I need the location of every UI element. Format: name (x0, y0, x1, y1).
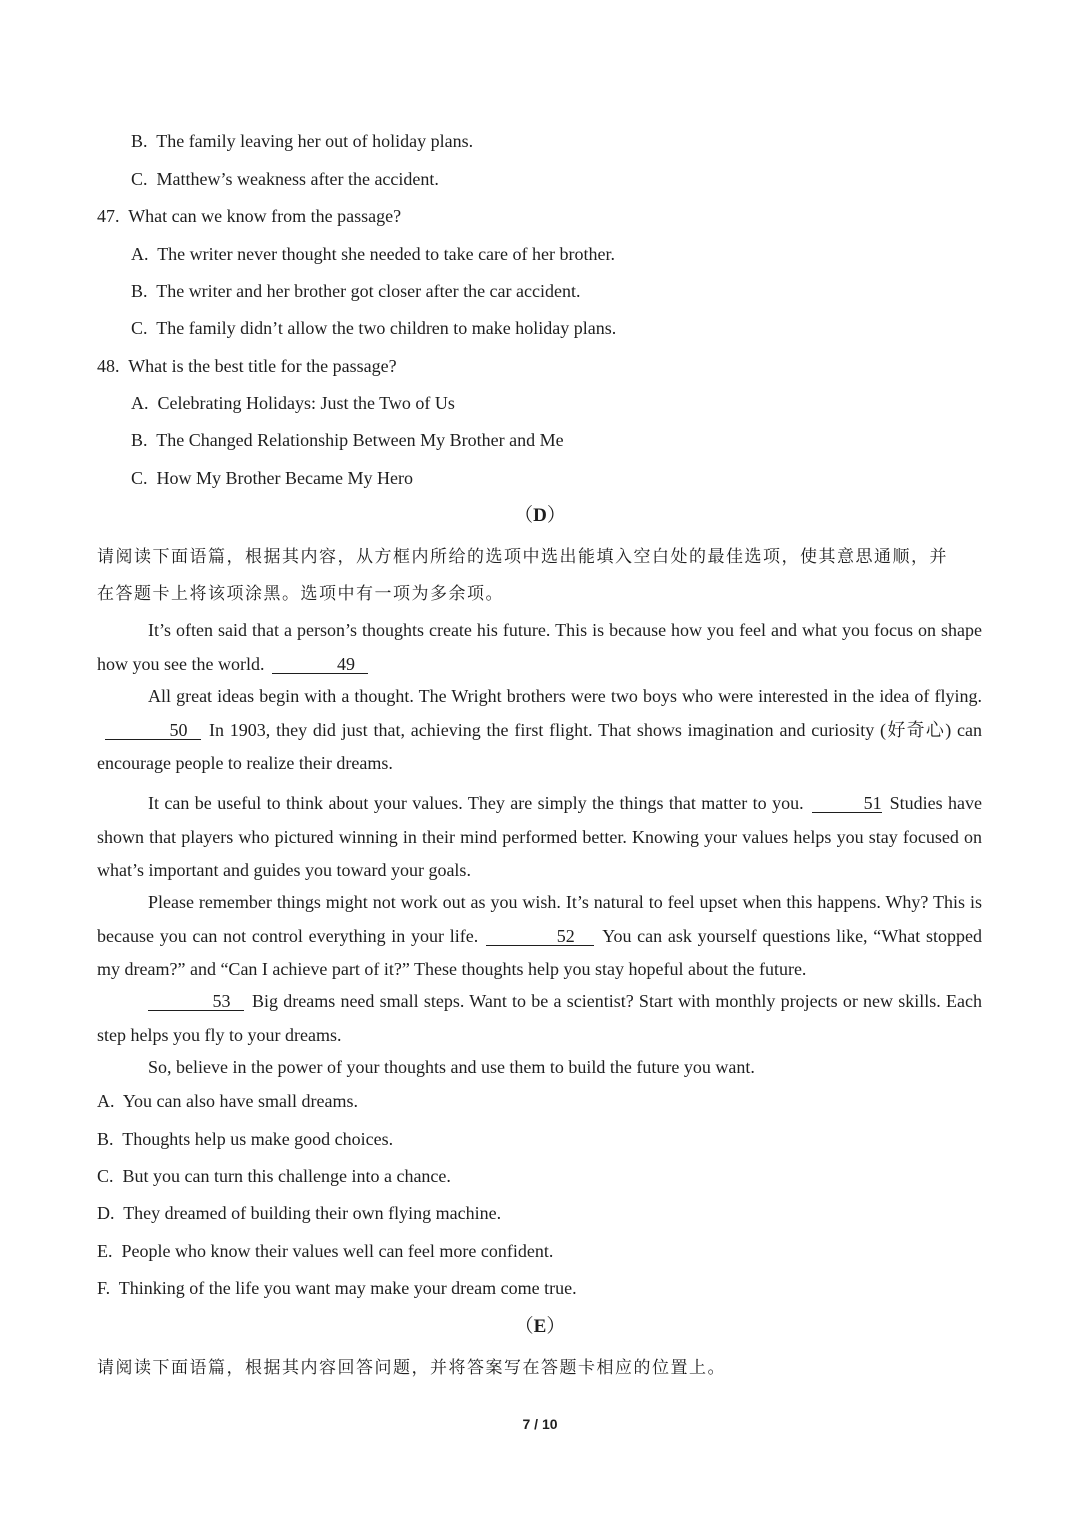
choice-f (97, 1276, 577, 1300)
choice-text: They dreamed of building their own flying machine. (123, 1203, 502, 1223)
question-number: 47. (97, 206, 120, 226)
option-label: A. (131, 244, 149, 264)
choice-label: E. (97, 1241, 113, 1261)
option-label: B. (131, 131, 148, 151)
blank-50: 50 (105, 721, 201, 740)
passage-paragraph-6: So, believe in the power of your thoughts and use them to build the future you want. (148, 1057, 755, 1077)
blank-51: 51 (812, 794, 882, 813)
section-letter: E (533, 1316, 547, 1337)
choice-c (97, 1164, 451, 1188)
question-text: What can we know from the passage? (128, 206, 402, 226)
q48-option-a (131, 391, 455, 415)
section-e-heading (0, 1315, 1080, 1339)
section-d-instruction-line1: 请阅读下面语篇，根据其内容，从方框内所给的选项中选出能填入空白处的最佳选项，使其意思通顺，并 (97, 547, 948, 567)
paragraph-text: You can ask yourself questions like, “What stopped my dream?” and “Can I achieve part of it?” These thoughts help you stay hopeful about the future. (97, 925, 982, 979)
paragraph-text: All great ideas begin with a thought. The Wright brothers were two boys who were interested in the idea of flying. (148, 686, 982, 706)
q47-stem (97, 204, 401, 228)
paragraph-text: It’s often said that a person’s thoughts create his future. This is because how you feel and what you focus on shape how you see the world. (97, 620, 982, 674)
question-number: 48. (97, 356, 120, 376)
choice-label: A. (97, 1091, 115, 1111)
q48-stem (97, 354, 397, 378)
paragraph-text: Studies have shown that players who pictured winning in their mind performed better. Knowing your values helps you stay focused on what’s important and guides you toward your goals. (97, 793, 982, 880)
option-label: C. (131, 468, 148, 488)
blank-53: 53 (148, 992, 244, 1011)
q46-option-c (131, 167, 439, 191)
paren-open: （ (514, 1316, 534, 1337)
choice-text: Thinking of the life you want may make your dream come true. (118, 1278, 577, 1298)
question-text: What is the best title for the passage? (128, 356, 397, 376)
q48-option-c (131, 466, 413, 490)
section-letter: D (533, 505, 547, 526)
option-label: C. (131, 318, 148, 338)
paren-close: ） (546, 505, 566, 526)
choice-e (97, 1239, 553, 1263)
paragraph-text: In 1903, they did just that, achieving the first flight. That shows imagination and curiosity (好奇心) can encourage people to realize their dreams. (97, 719, 982, 773)
choice-text: Thoughts help us make good choices. (122, 1129, 394, 1149)
paragraph-text: Please remember things might not work out as you wish. It’s natural to feel upset when this happens. Why? This is because you can not control everything in your life. (97, 892, 982, 946)
passage-paragraph-4 (97, 886, 982, 987)
choice-a (97, 1089, 358, 1113)
passage-paragraph-3 (97, 787, 982, 888)
blank-52: 52 (486, 927, 594, 946)
option-label: A. (131, 393, 149, 413)
choice-text: People who know their values well can feel more confident. (121, 1241, 554, 1261)
option-label: C. (131, 169, 148, 189)
choice-label: C. (97, 1166, 114, 1186)
section-e-instruction: 请阅读下面语篇，根据其内容回答问题，并将答案写在答题卡相应的位置上。 (97, 1358, 726, 1378)
option-text: The writer never thought she needed to take care of her brother. (157, 244, 615, 264)
page-number: 7 / 10 (522, 1416, 558, 1432)
choice-b (97, 1127, 393, 1151)
option-text: How My Brother Became My Hero (156, 468, 413, 488)
section-d-heading (0, 504, 1080, 528)
choice-d (97, 1201, 501, 1225)
passage-paragraph-1 (97, 614, 982, 681)
paren-close: ） (546, 1316, 566, 1337)
q47-option-c (131, 316, 616, 340)
section-d-instruction-line2: 在答题卡上将该项涂黑。选项中有一项为多余项。 (97, 584, 504, 604)
passage-paragraph-2 (97, 680, 982, 781)
paragraph-text: It can be useful to think about your values. They are simply the things that matter to you. (148, 793, 804, 813)
blank-49: 49 (272, 655, 368, 674)
option-text: The family didn’t allow the two children to make holiday plans. (156, 318, 617, 338)
option-text: Matthew’s weakness after the accident. (156, 169, 439, 189)
passage-paragraph-5 (97, 985, 982, 1052)
q48-option-b (131, 428, 564, 452)
q46-option-b (131, 129, 473, 153)
choice-label: F. (97, 1278, 111, 1298)
option-text: The Changed Relationship Between My Brother and Me (156, 430, 564, 450)
option-label: B. (131, 281, 148, 301)
paren-open: （ (514, 505, 534, 526)
option-text: The family leaving her out of holiday plans. (156, 131, 474, 151)
choice-text: You can also have small dreams. (122, 1091, 358, 1111)
choice-text: But you can turn this challenge into a chance. (122, 1166, 451, 1186)
option-text: The writer and her brother got closer after the car accident. (156, 281, 581, 301)
paragraph-text: Big dreams need small steps. Want to be a scientist? Start with monthly projects or new skills. Each step helps you fly to your dreams. (97, 991, 982, 1045)
q47-option-a (131, 242, 615, 266)
choice-label: D. (97, 1203, 115, 1223)
choice-label: B. (97, 1129, 114, 1149)
q47-option-b (131, 279, 581, 303)
option-label: B. (131, 430, 148, 450)
option-text: Celebrating Holidays: Just the Two of Us (157, 393, 455, 413)
